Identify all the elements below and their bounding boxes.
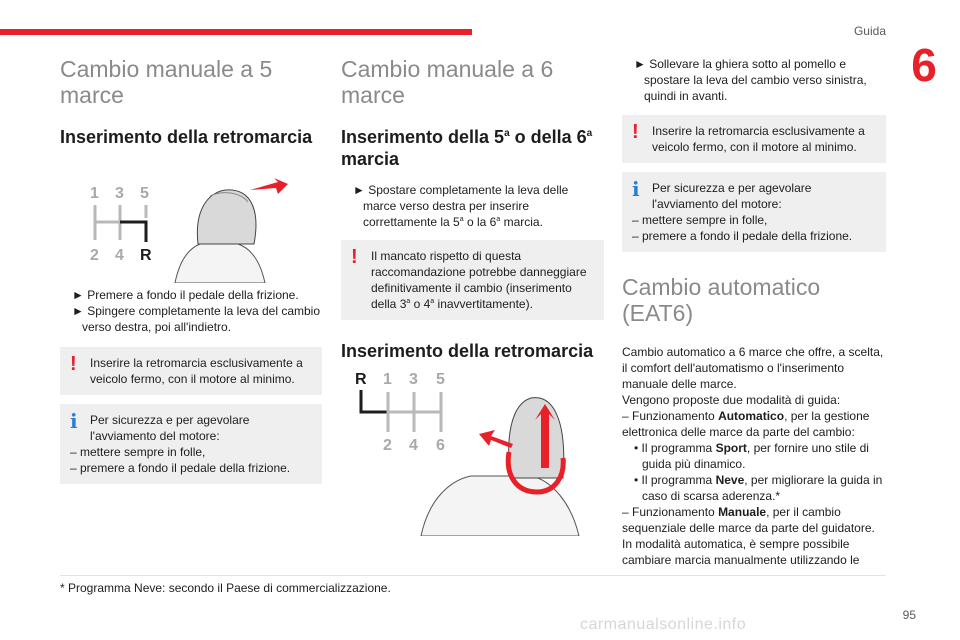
mode-manual: – Funzionamento Manuale, per il cambio sequenziale delle marce da parte del guidatore.: [622, 505, 875, 535]
section-title-5-speed: Cambio manuale a 5 marce: [60, 56, 273, 108]
info-item: – premere a fondo il pedale della frizione.: [632, 229, 853, 243]
info-box: [622, 172, 886, 252]
section-title-automatic: Cambio automatico (EAT6): [622, 274, 821, 326]
subsection-title-5th-6th: Inserimento della 5$^a$ o della 6$^a$ marcia: [341, 127, 593, 169]
gear-label: 5: [140, 185, 149, 202]
info-item: – mettere sempre in folle,: [632, 213, 768, 227]
gear-label: 6: [436, 437, 445, 454]
gear-label: 3: [115, 185, 124, 202]
info-icon: i: [632, 177, 640, 201]
info-box: [60, 404, 322, 484]
step-clutch: ► Premere a fondo il pedale della frizione.: [72, 288, 299, 302]
warning-icon: !: [632, 121, 639, 143]
mode-automatic: – Funzionamento Automatico, per la gestione elettronica delle marce da parte del cambio:: [622, 409, 870, 439]
step-reverse-6: ► Sollevare la ghiera sotto al pomello e spostare la leva del cambio verso sinistra, quindi in avanti.: [634, 57, 867, 103]
info-intro: Per sicurezza e per agevolare l'avviamento del motore:: [90, 413, 250, 443]
gear-label-reverse: R: [355, 371, 367, 388]
warning-text: Il mancato rispetto di questa raccomandazione potrebbe danneggiare definitivamente il cambio (inserimento della 3$^a$ o 4$^a$ inavvertitamente).: [371, 249, 587, 311]
gear-label: 1: [383, 371, 392, 388]
warning-box: [622, 115, 886, 163]
warning-box: [341, 240, 604, 320]
warning-box: [60, 347, 322, 395]
gear-label: 2: [383, 437, 392, 454]
info-item: – mettere sempre in folle,: [70, 445, 206, 459]
gear-label: 4: [115, 247, 124, 264]
warning-icon: !: [351, 246, 358, 268]
column-1: [60, 56, 322, 148]
top-accent-bar: [0, 29, 472, 35]
column-3: [622, 56, 886, 568]
watermark: carmanualsonline.info: [580, 616, 747, 633]
warning-text: Inserire la retromarcia esclusivamente a veicolo fermo, con il motore al minimo.: [90, 356, 303, 386]
gear-label: 5: [436, 371, 445, 388]
figure-5-speed-reverse: [60, 178, 322, 283]
gear-label: 4: [409, 437, 418, 454]
column-1-lower: [60, 287, 322, 484]
warning-icon: !: [70, 353, 77, 375]
page-number: 95: [902, 608, 916, 622]
subsection-title-reverse: Inserimento della retromarcia: [60, 127, 313, 147]
figure-6-speed-reverse: [341, 368, 604, 536]
subsection-title-reverse-6: Inserimento della retromarcia: [341, 341, 594, 361]
gear-lever-illustration-6: [341, 368, 604, 536]
program-neve: • Il programma Neve, per migliorare la guida in caso di scarsa aderenza.*: [634, 473, 883, 503]
step-5th-6th: ► Spostare completamente la leva delle marce verso destra per inserire correttamente la 5$^a$ o la 6$^a$ marcia.: [353, 183, 569, 229]
program-sport: • Il programma Sport, per fornire uno stile di guida più dinamico.: [634, 441, 869, 471]
info-intro: Per sicurezza e per agevolare l'avviamento del motore:: [652, 181, 812, 211]
gear-label: 1: [90, 185, 99, 202]
column-2: [341, 56, 604, 362]
warning-text: Inserire la retromarcia esclusivamente a veicolo fermo, con il motore al minimo.: [652, 124, 865, 154]
section-title-6-speed: Cambio manuale a 6 marce: [341, 56, 554, 108]
paragraph-manual-change: In modalità automatica, è sempre possibile cambiare marcia manualmente utilizzando le: [622, 537, 860, 567]
info-icon: i: [70, 409, 78, 433]
gear-label: 2: [90, 247, 99, 264]
paragraph-modes: Vengono proposte due modalità di guida:: [622, 393, 841, 407]
gear-lever-illustration-5: [60, 178, 322, 283]
chapter-number: 6: [911, 39, 937, 91]
footer-divider: [60, 575, 886, 576]
step-lever: ► Spingere completamente la leva del cambio verso destra, poi all'indietro.: [72, 304, 321, 334]
footnote: * Programma Neve: secondo il Paese di commercializzazione.: [60, 581, 391, 595]
paragraph-intro: Cambio automatico a 6 marce che offre, a scelta, il comfort dell'automatismo o l'inserimento manuale delle marce.: [622, 345, 884, 391]
gear-label: 3: [409, 371, 418, 388]
info-item: – premere a fondo il pedale della frizione.: [70, 461, 291, 475]
gear-label-reverse: R: [140, 247, 152, 264]
running-head: Guida: [853, 24, 886, 38]
